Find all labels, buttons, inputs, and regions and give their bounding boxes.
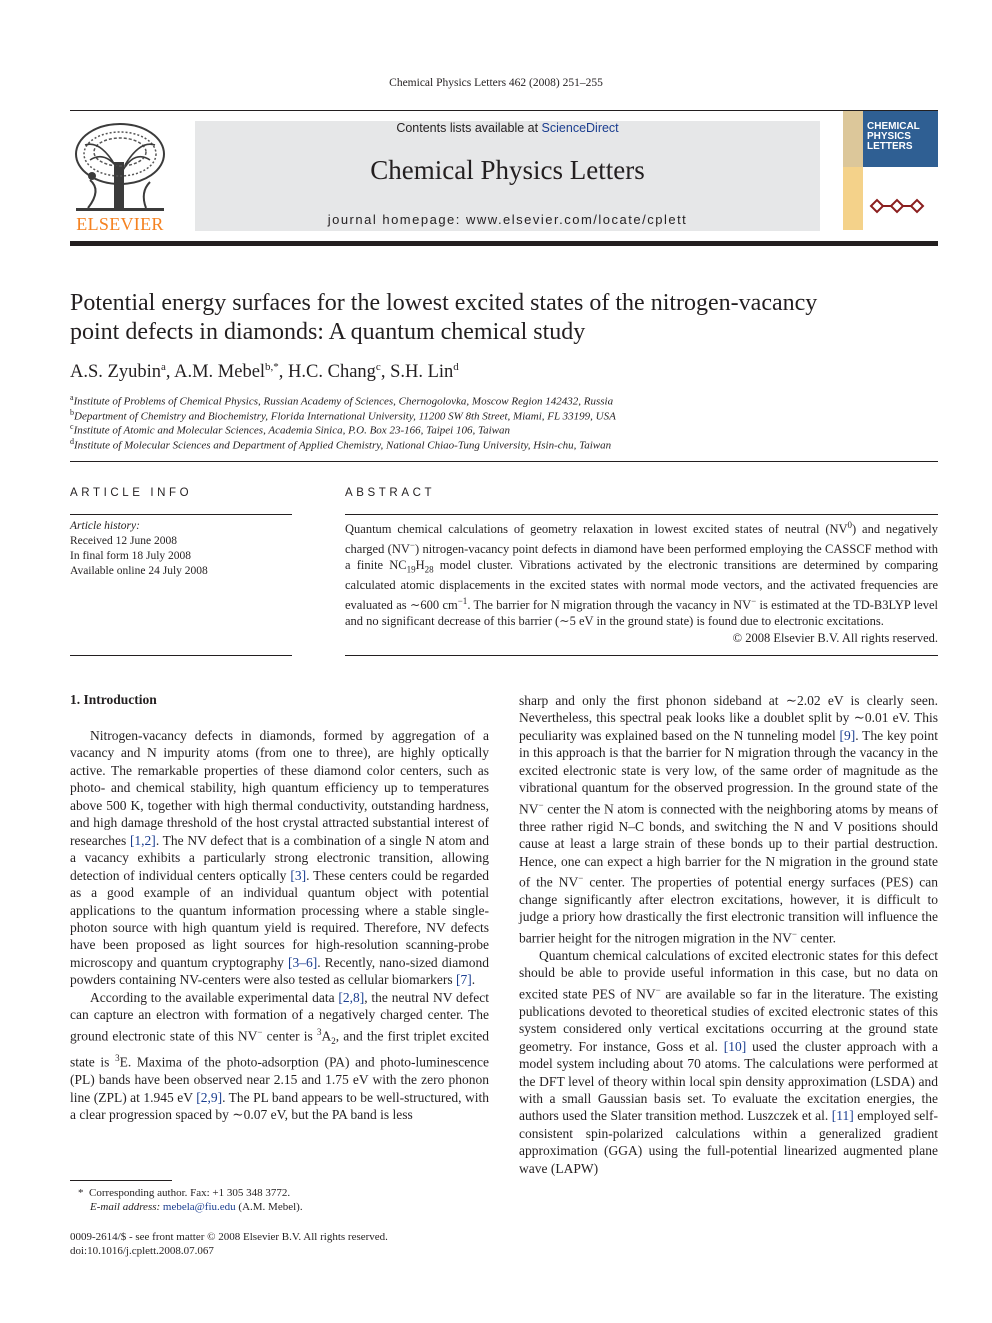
citation-link[interactable]: [3–6]: [287, 954, 318, 970]
contents-line: Contents lists available at ScienceDirect: [396, 121, 619, 135]
running-head: Chemical Physics Letters 462 (2008) 251–255: [389, 77, 603, 89]
footnote-rule: [70, 1180, 172, 1181]
body-column-right: [519, 692, 938, 1177]
abstract-rule: [345, 514, 938, 515]
article-info-rule: [70, 514, 292, 515]
paragraph: Quantum chemical calculations of excited electronic states for this defect should be able to provide useful information in this case, but no data on excited state PES of NV− are available so far in the literature. The existing publications devoted to theoretical studies of excited electronic states of this system considered only vertical excitations occurring at the ground state geometry. For instance, Goss et al. [10] used the cluster approach with a model system including about 70 atoms. The calculations were performed at the DFT level of theory within local spin density approximation (LSDA) and with a small Gaussian basis set. To evaluate the excitation energies, the authors used the Slater transition method. Luszczek et al. [11] employed self-consistent spin-polarized calculations within a generalized gradient approximation (GGA) using the full-potential linearized augmented plane wave (LAPW): [519, 947, 938, 1176]
citation-link[interactable]: [3]: [290, 867, 307, 883]
abstract-text: Quantum chemical calculations of geometry relaxation in lowest excited states of neutral $(NV^0)$ and negatively charged (NV−) nitrogen-vacancy point defects in diamond have been performed employing the CASSCF method with a finite $NC_{19}H_{28}$ model cluster. Vibrations activated by the electronic transitions are determined by comparing calculated atomic displacements in the excited states with normal mode vectors, and the activated frequencies are evaluated as ∼600 $cm^{-1}$. The barrier for N migration through the vacancy in NV− is estimated at the TD-B3LYP level and no significant decrease of this barrier (∼5 eV in the ground state) is found due to electronic excitations.: [345, 520, 938, 628]
article-info-bottom-rule: [70, 655, 292, 656]
journal-homepage[interactable]: journal homepage: www.elsevier.com/locate/cplett: [327, 212, 688, 227]
publisher-name: ELSEVIER: [76, 214, 164, 234]
author-list: A.S. Zyubin$^a$, A.M. Mebel$^{b,*}$, H.C. Chang$^c$, S.H. Lin$^d$: [70, 361, 459, 383]
citation-link[interactable]: [7]: [456, 972, 472, 988]
author: A.S. Zyubin: [70, 362, 161, 383]
masthead-rule: [70, 241, 938, 246]
header-rule: [70, 110, 938, 111]
paragraph: sharp and only the first phonon sideband at ∼2.02 eV is clearly seen. Nevertheless, this spectral peak looks like a doublet split by ∼0.01 eV. This peculiarity was explained based on the N tunneling model [9]. The key point in this approach is that the barrier for N migration through the vacancy in the excited electronic state is very low, of the same order of magnitude as the vibrational quantum for the observed progression. In the ground state of the NV− center the N atom is connected with the neighboring atoms by means of three rather rigid N–C bonds, and switching the N and V positions should cause at least a large strain of these bonds up to their partial destruction. Hence, one can expect a high barrier for the N migration in the ground state of the NV− center. The properties of potential energy surfaces (PES) can change significantly after electron excitations, however, it is difficult to judge a priory how drastically the first electronic transition will influence the barrier height for the nitrogen migration in the NV− center.: [519, 693, 938, 946]
tree-icon: [70, 120, 170, 216]
doi-line[interactable]: doi:10.1016/j.cplett.2008.07.067: [70, 1245, 214, 1257]
citation-link[interactable]: [2,8]: [338, 989, 365, 1005]
footnote: * Corresponding author. Fax: +1 305 348 3772. E-mail address: mebela@fiu.edu (A.M. Mebel).: [78, 1187, 303, 1213]
cover-accent: [843, 167, 863, 230]
paragraph: According to the available experimental data [2,8], the neutral NV defect can capture an electron with formation of a negatively charged center. The ground electronic state of this NV− center is $^3A_2$, and the first triplet excited state is $^3$E. Maxima of the photo-adsorption (PA) and photo-luminescence (PL) bands have been observed near 2.15 and 1.75 eV with the zero phonon line (ZPL) at 1.945 eV [2,9]. The PL band appears to be well-structured, with a clear progression spaced by ∼0.07 eV, but the PA band is less: [70, 989, 489, 1123]
journal-cover[interactable]: [843, 111, 938, 230]
article-history: Article history: Received 12 June 2008 In final form 18 July 2008 Available online 24 July 2008: [70, 520, 208, 577]
affiliation-rule: [70, 461, 938, 462]
citation-link[interactable]: [10]: [723, 1038, 747, 1054]
citation-link[interactable]: [1,2]: [129, 832, 156, 848]
email-link[interactable]: mebela@fiu.edu: [162, 1201, 236, 1213]
affiliation: $^a$Institute of Problems of Chemical Physics, Russian Academy of Sciences, Chernogolovka, Moscow Region 142432, Russia: [70, 393, 614, 408]
section-heading: 1. Introduction: [70, 692, 157, 707]
paragraph: Nitrogen-vacancy defects in diamonds, formed by aggregation of a vacancy and N impurity atoms (from one to three), are highly optically active. The remarkable properties of these diamond color centers, such as photo- and chemical stability, high quantum efficiency up to temperatures above 500 K, together with high thermal conductivity, outstanding hardness, and high damage threshold of the host crystal attracted substantial interest of researches [1,2]. The NV defect that is a combination of a single N atom and a vacancy exhibits a particularly strong electronic transition, allowing detection of individual centers optically [3]. These centers could be regarded as a good example of an individual quantum object with potential applications to the quantum information processing where a stable single-photon source with high quantum yield is required. Therefore, NV defects have been proposed as light sources for high-resolution scanning-probe microscopy and quantum cryptography [3–6]. Recently, nano-sized diamond powders containing NV-centers were also tested as cellular biomarkers [7].: [70, 728, 490, 988]
author: A.M. Mebel: [174, 362, 266, 383]
abstract-heading: ABSTRACT: [345, 487, 436, 499]
elsevier-logo[interactable]: [70, 120, 170, 232]
affiliation: $^d$Institute of Molecular Sciences and Department of Applied Chemistry, National Chiao-Tung University, Hsin-chu, Taiwan: [70, 437, 612, 452]
author: S.H. Lin: [390, 362, 454, 383]
author: H.C. Chang: [288, 362, 376, 383]
citation-link[interactable]: [2,9]: [196, 1089, 223, 1105]
citation-link[interactable]: [9]: [839, 727, 856, 743]
front-matter: [70, 1230, 388, 1258]
body-column-left: [70, 727, 489, 1124]
article-title: Potential energy surfaces for the lowest excited states of the nitrogen-vacancy point defects in diamonds: A quantum chemical study: [70, 290, 818, 345]
affiliation: $^b$Department of Chemistry and Biochemistry, Florida International University, 11200 SW 8th Street, Miami, FL 33199, USA: [70, 408, 616, 423]
molecule-icon: [869, 197, 931, 215]
abstract-copyright: © 2008 Elsevier B.V. All rights reserved.: [732, 631, 938, 645]
sciencedirect-link[interactable]: ScienceDirect: [541, 121, 619, 135]
article-info-heading: ARTICLE INFO: [70, 487, 193, 499]
cover-title: CHEMICAL PHYSICS LETTERS: [867, 121, 920, 152]
journal-name: Chemical Physics Letters: [370, 155, 645, 185]
abstract-bottom-rule: [345, 655, 938, 656]
issn-line: 0009-2614/$ - see front matter © 2008 Elsevier B.V. All rights reserved.: [70, 1231, 388, 1243]
affiliation: $^c$Institute of Atomic and Molecular Sciences, Academia Sinica, P.O. Box 23-166, Taipei 106, Taiwan: [70, 422, 510, 437]
citation-link[interactable]: [11]: [831, 1108, 854, 1124]
